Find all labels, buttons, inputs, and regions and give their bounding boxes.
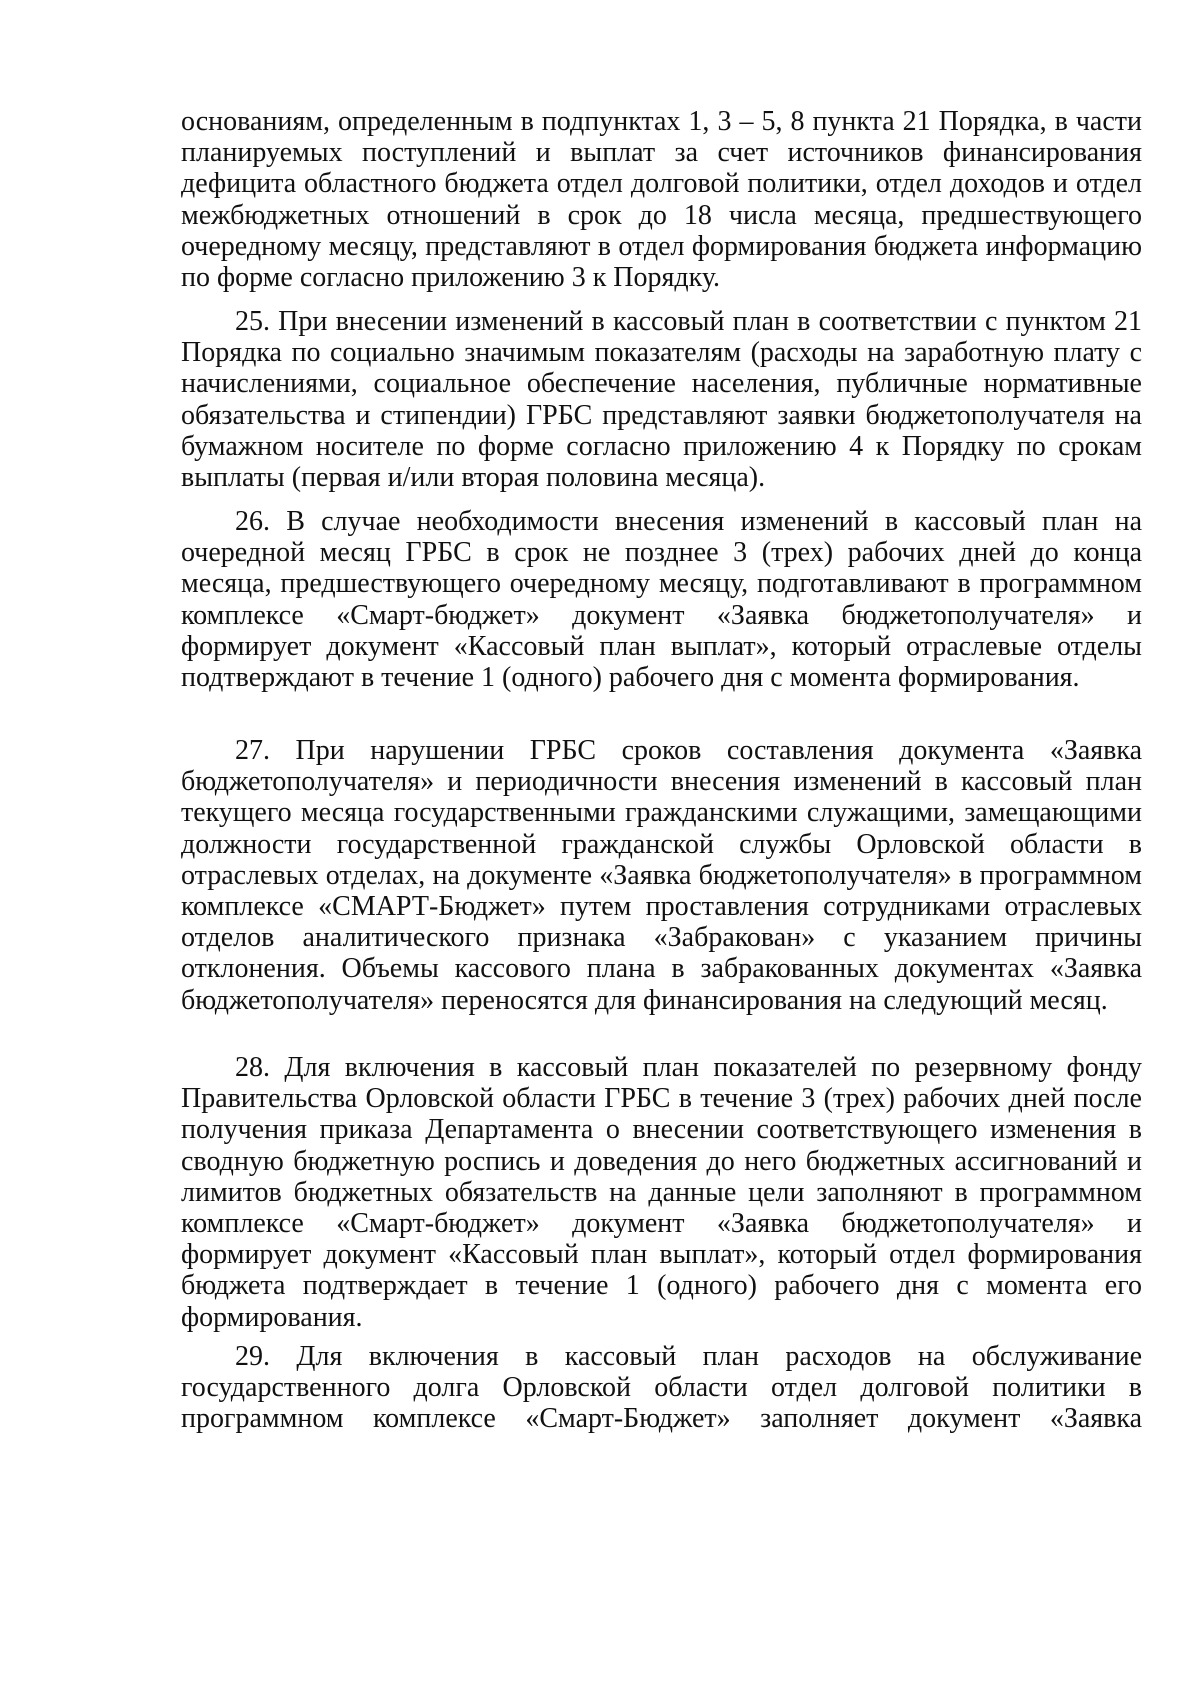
paragraph-29 xyxy=(181,1341,1142,1435)
paragraph-28 xyxy=(181,1052,1142,1333)
paragraph-text: 27. При нарушении ГРБС сроков составления документа «Заявка бюджетополучателя» и периодичности внесения изменений в кассовый план текущего месяца государственными гражданскими служащими, замещающими должности государственной гражданской службы Орловской области в отраслевых отделах, на документе «Заявка бюджетополучателя» в программном комплексе «СМАРТ-Бюджет» путем проставления сотрудниками отраслевых отделов аналитического признака «Забракован» с указанием причины отклонения. Объемы кассового плана в забракованных документах «Заявка бюджетополучателя» переносятся для финансирования на следующий месяц. xyxy=(181,735,1142,1016)
paragraph-text: основаниям, определенным в подпунктах 1, 3 – 5, 8 пункта 21 Порядка, в части планируемых поступлений и выплат за счет источников финансирования дефицита областного бюджета отдел долговой политики, отдел доходов и отдел межбюджетных отношений в срок до 18 числа месяца, предшествующего очередному месяцу, представляют в отдел формирования бюджета информацию по форме согласно приложению 3 к Порядку. xyxy=(181,106,1142,294)
paragraph-text: 28. Для включения в кассовый план показателей по резервному фонду Правительства Орловской области ГРБС в течение 3 (трех) рабочих дней после получения приказа Департамента о внесении соответствующего изменения в сводную бюджетную роспись и доведения до него бюджетных ассигнований и лимитов бюджетных обязательств на данные цели заполняют в программном комплексе «Смарт-бюджет» документ «Заявка бюджетополучателя» и формирует документ «Кассовый план выплат», который отдел формирования бюджета подтверждает в течение 1 (одного) рабочего дня с момента его формирования. xyxy=(181,1052,1142,1333)
paragraph-text: 26. В случае необходимости внесения изменений в кассовый план на очередной месяц ГРБС в срок не позднее 3 (трех) рабочих дней до конца месяца, предшествующего очередному месяцу, подготавливают в программном комплексе «Смарт-бюджет» документ «Заявка бюджетополучателя» и формирует документ «Кассовый план выплат», который отраслевые отделы подтверждают в течение 1 (одного) рабочего дня с момента формирования. xyxy=(181,506,1142,694)
paragraph-25 xyxy=(181,306,1142,493)
paragraph-text: 25. При внесении изменений в кассовый план в соответствии с пунктом 21 Порядка по социально значимым показателям (расходы на заработную плату с начислениями, социальное обеспечение населения, публичные нормативные обязательства и стипендии) ГРБС представляют заявки бюджетополучателя на бумажном носителе по форме согласно приложению 4 к Порядку по срокам выплаты (первая и/или вторая половина месяца). xyxy=(181,306,1142,494)
paragraph-27 xyxy=(181,735,1142,1016)
paragraph-26 xyxy=(181,506,1142,693)
paragraph-text: 29. Для включения в кассовый план расходов на обслуживание государственного долга Орловской области отдел долговой политики в программном комплексе «Смарт-Бюджет» заполняет документ «Заявка xyxy=(181,1341,1142,1435)
paragraph-continuation xyxy=(181,106,1142,293)
